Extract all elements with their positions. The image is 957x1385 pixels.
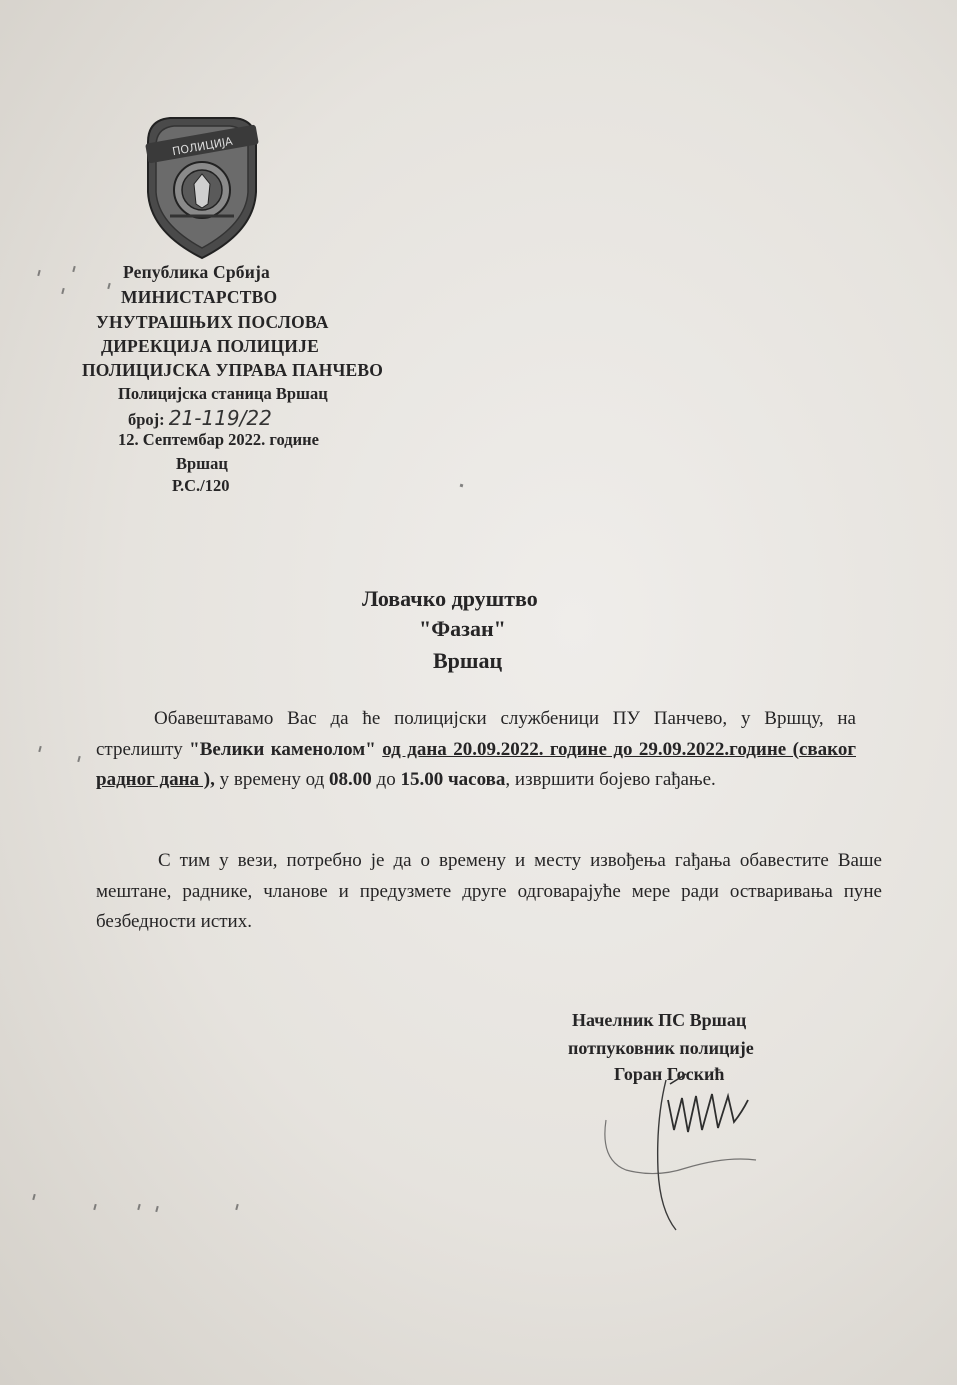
header-directorate: ДИРЕКЦИЈА ПОЛИЦИЈЕ [101, 336, 319, 356]
signature-rank: потпуковник полиције [568, 1038, 754, 1058]
header-city: Вршац [176, 454, 228, 473]
scan-speck [38, 746, 41, 752]
header-number [128, 406, 272, 430]
recipient-org: Ловачко друштво [362, 586, 538, 611]
notice-text-1: Обавештавамо Вас да ће полицијски службеници ПУ Панчево, у Вршцу, на стрелишту [96, 708, 856, 760]
scan-speck [460, 484, 464, 488]
notice-text-2: у времену од [214, 769, 330, 790]
number-value: 21-119/22 [168, 406, 272, 430]
exercise-dates: од дана 20.09.2022. године до 29.09.2022.године (сваког радног дана ), [96, 738, 856, 790]
scan-speck [72, 266, 75, 272]
header-police-admin: ПОЛИЦИЈСКА УПРАВА ПАНЧЕВО [82, 360, 384, 380]
signature-name: Горан Госкић [614, 1064, 725, 1084]
recipient-city: Вршац [433, 648, 503, 673]
header-date: 12. Септембар 2022. године [118, 430, 319, 449]
notice-text-4: , извршити бојево гађање. [505, 769, 716, 790]
scan-speck [93, 1204, 96, 1210]
handwritten-signature-icon [596, 1060, 796, 1240]
scan-speck [107, 283, 110, 289]
scan-speck [61, 288, 64, 294]
scan-speck [235, 1204, 238, 1210]
header-ministry: МИНИСТАРСТВО [121, 287, 278, 307]
signature-title: Начелник ПС Вршац [572, 1010, 747, 1030]
header-station: Полицијска станица Вршац [118, 384, 328, 403]
scan-speck [137, 1204, 140, 1210]
notice-text-3: до [371, 769, 401, 790]
time-to: 15.00 часова [400, 769, 506, 790]
scan-speck [77, 756, 80, 762]
police-emblem-icon [140, 112, 264, 262]
scan-speck [37, 270, 40, 276]
header-republic: Република Србија [123, 262, 270, 282]
number-label: број: [128, 410, 165, 429]
scan-speck [32, 1194, 35, 1200]
paragraph-request: С тим у вези, потребно је да о времену и месту извођења гађања обавестите Ваше мештане, раднике, чланове и предузмете друге одговарајуће мере ради остваривања пуне безбедности истих. [96, 850, 882, 932]
paragraph-notice [96, 704, 856, 796]
recipient-name: "Фазан" [419, 616, 506, 641]
header-ref: Р.С./120 [172, 476, 230, 495]
header-ministry-internal: УНУТРАШЊИХ ПОСЛОВА [96, 312, 329, 332]
emblem-ribbon-text: ПОЛИЦИЈА [171, 134, 234, 159]
range-location: "Велики каменолом" [189, 738, 376, 760]
time-from: 08.00 [329, 769, 372, 790]
scan-speck [155, 1206, 158, 1212]
